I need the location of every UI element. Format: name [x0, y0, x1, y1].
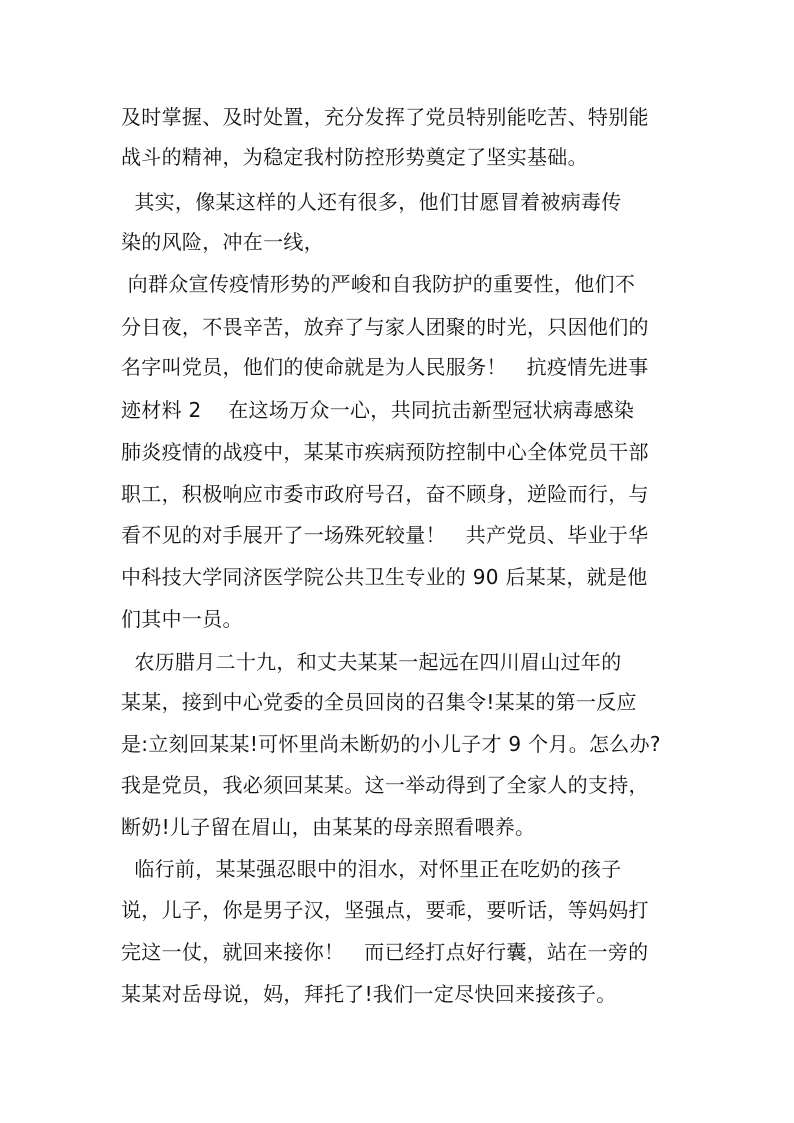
text-line: 我是党员，我必须回某某。这一举动得到了全家人的支持，	[121, 773, 649, 797]
text-line: 中科技大学同济医学院公共卫生专业的 90 后某某，就是他	[121, 565, 648, 589]
text-line: 及时掌握、及时处置，充分发挥了党员特别能吃苦、特别能	[121, 105, 649, 129]
text-line: 分日夜，不畏辛苦，放弃了与家人团聚的时光，只因他们的	[121, 315, 649, 339]
text-line: 完这一仗，就回来接你！ 而已经打点好行囊，站在一旁的	[121, 940, 649, 964]
text-line: 染的风险，冲在一线，	[121, 230, 324, 254]
text-line: 战斗的精神，为稳定我村防控形势奠定了坚实基础。	[121, 145, 588, 169]
text-line: 职工，积极响应市委市政府号召，奋不顾身，逆险而行，与	[121, 482, 649, 506]
text-line: 说，儿子，你是男子汉，坚强点，要乖，要听话，等妈妈打	[121, 898, 649, 922]
text-line: 看不见的对手展开了一场殊死较量！ 共产党员、毕业于华	[121, 523, 649, 547]
text-line: 某某，接到中心党委的全员回岗的召集令!某某的第一反应	[121, 690, 637, 714]
text-line: 某某对岳母说，妈，拜托了!我们一定尽快回来接孩子。	[121, 982, 617, 1006]
text-line: 是:立刻回某某!可怀里尚未断奶的小儿子才 9 个月。怎么办?	[121, 732, 661, 756]
text-line: 临行前，某某强忍眼中的泪水，对怀里正在吃奶的孩子	[121, 857, 622, 881]
text-line: 农历腊月二十九，和丈夫某某一起远在四川眉山过年的	[121, 650, 622, 674]
text-line: 们其中一员。	[121, 607, 243, 631]
text-line: 其实，像某这样的人还有很多，他们甘愿冒着被病毒传	[121, 190, 622, 214]
text-line: 断奶!儿子留在眉山，由某某的母亲照看喂养。	[121, 815, 536, 839]
text-line: 名字叫党员，他们的使命就是为人民服务！ 抗疫情先进事	[121, 355, 649, 379]
text-line: 迹材料 2 在这场万众一心，共同抗击新型冠状病毒感染	[121, 398, 635, 422]
text-line: 向群众宣传疫情形势的严峻和自我防护的重要性，他们不	[121, 272, 636, 296]
text-line: 肺炎疫情的战疫中，某某市疾病预防控制中心全体党员干部	[121, 440, 649, 464]
